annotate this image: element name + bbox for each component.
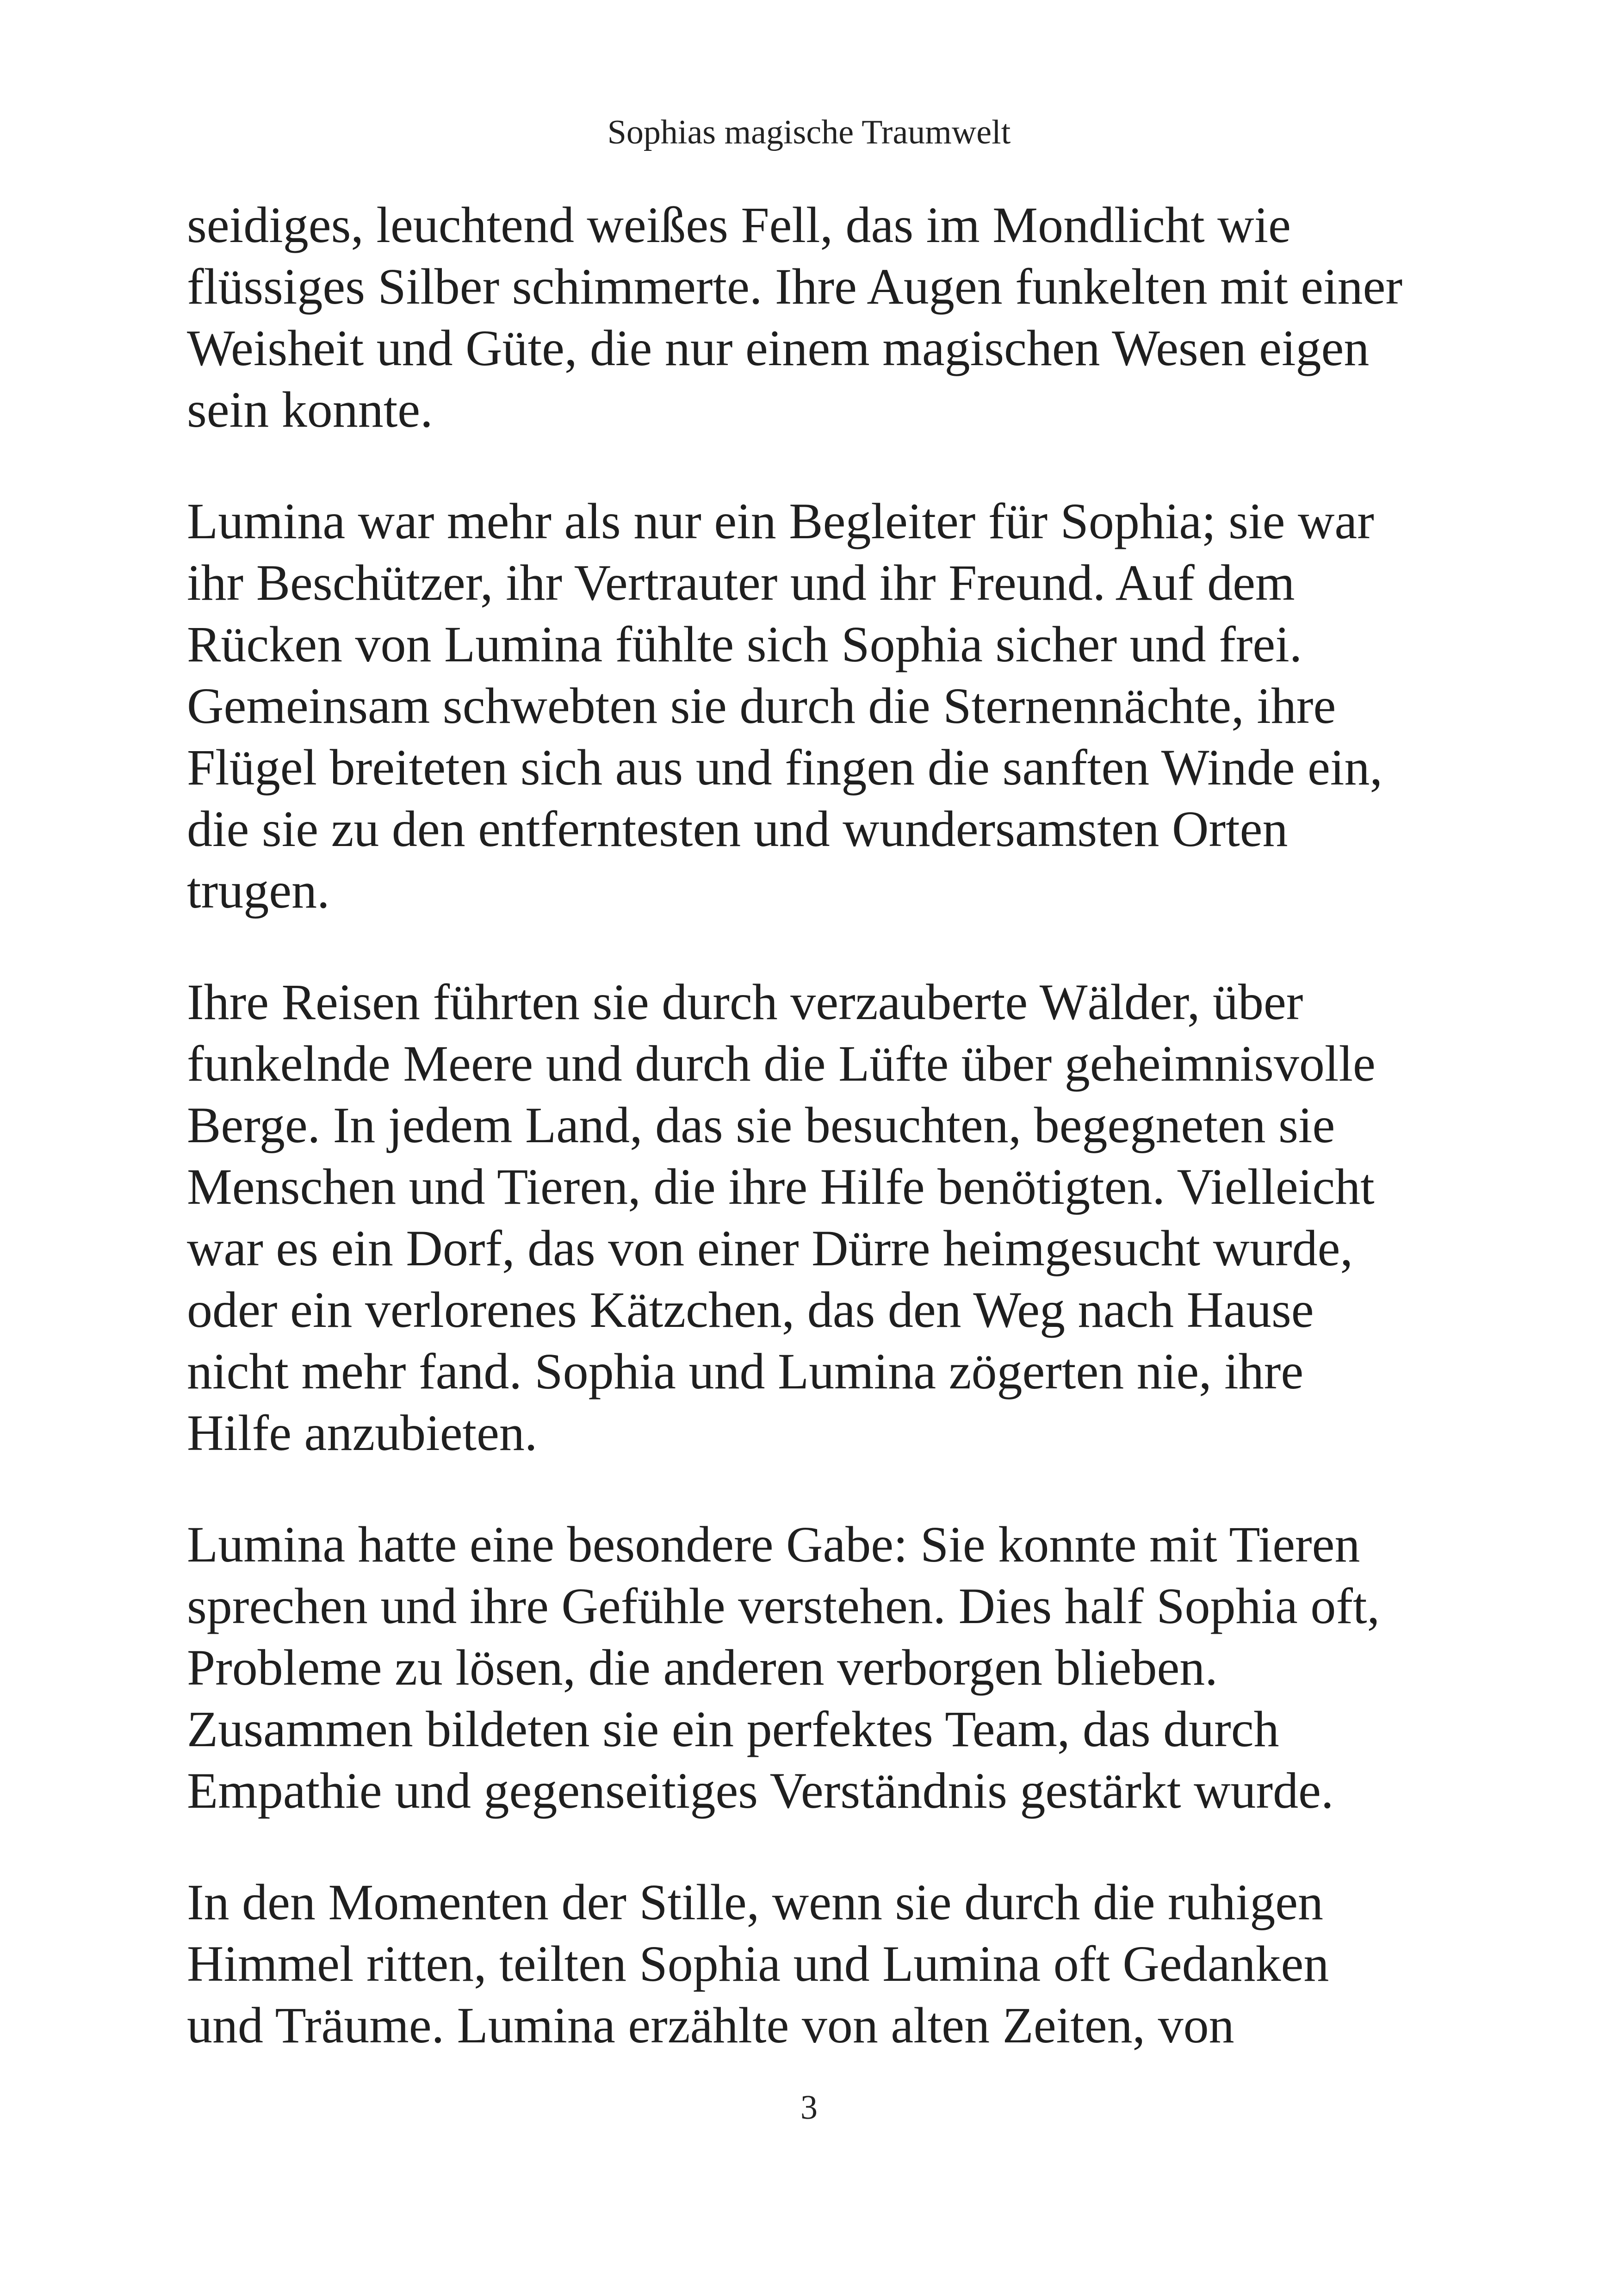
text-line: Hilfe anzubieten. bbox=[187, 1405, 538, 1461]
text-line: Lumina hatte eine besondere Gabe: Sie konnte mit Tieren bbox=[187, 1516, 1360, 1573]
text-line: ihr Beschützer, ihr Vertrauter und ihr Freund. Auf dem bbox=[187, 554, 1295, 611]
text-line: Flügel breiteten sich aus und fingen die sanften Winde ein, bbox=[187, 739, 1382, 796]
text-line: Menschen und Tieren, die ihre Hilfe benötigten. Vielleicht bbox=[187, 1158, 1375, 1215]
text-line: Probleme zu lösen, die anderen verborgen blieben. bbox=[187, 1639, 1218, 1696]
paragraph bbox=[187, 971, 1445, 1464]
text-line: funkelnde Meere und durch die Lüfte über geheimnisvolle bbox=[187, 1035, 1376, 1092]
paragraph bbox=[187, 1514, 1445, 1822]
page-number: 3 bbox=[800, 2089, 818, 2127]
text-line: sein konnte. bbox=[187, 381, 433, 438]
text-line: trugen. bbox=[187, 862, 330, 919]
text-line: Weisheit und Güte, die nur einem magischen Wesen eigen bbox=[187, 320, 1370, 376]
text-line: seidiges, leuchtend weißes Fell, das im Mondlicht wie bbox=[187, 197, 1291, 253]
text-line: Zusammen bildeten sie ein perfektes Team, das durch bbox=[187, 1701, 1279, 1757]
text-line: flüssiges Silber schimmerte. Ihre Augen funkelten mit einer bbox=[187, 258, 1403, 315]
text-line: Lumina war mehr als nur ein Begleiter für Sophia; sie war bbox=[187, 493, 1374, 549]
paragraph bbox=[187, 1872, 1445, 2056]
text-line: die sie zu den entferntesten und wundersamsten Orten bbox=[187, 801, 1288, 857]
body-text bbox=[187, 194, 1445, 2106]
text-line: war es ein Dorf, das von einer Dürre heimgesucht wurde, bbox=[187, 1220, 1353, 1276]
text-line: In den Momenten der Stille, wenn sie durch die ruhigen bbox=[187, 1874, 1324, 1930]
text-line: Rücken von Lumina fühlte sich Sophia sicher und frei. bbox=[187, 616, 1302, 672]
text-line: sprechen und ihre Gefühle verstehen. Dies half Sophia oft, bbox=[187, 1578, 1380, 1634]
text-line: nicht mehr fand. Sophia und Lumina zögerten nie, ihre bbox=[187, 1343, 1304, 1400]
paragraph bbox=[187, 194, 1445, 441]
text-line: Berge. In jedem Land, das sie besuchten, begegneten sie bbox=[187, 1097, 1335, 1153]
text-line: Gemeinsam schwebten sie durch die Sternennächte, ihre bbox=[187, 678, 1336, 734]
paragraph bbox=[187, 491, 1445, 921]
text-line: und Träume. Lumina erzählte von alten Zeiten, von bbox=[187, 1997, 1234, 2053]
text-line: Ihre Reisen führten sie durch verzauberte Wälder, über bbox=[187, 974, 1303, 1030]
text-line: oder ein verlorenes Kätzchen, das den Weg nach Hause bbox=[187, 1282, 1314, 1338]
text-line: Himmel ritten, teilten Sophia und Lumina oft Gedanken bbox=[187, 1935, 1329, 1992]
text-line: Empathie und gegenseitiges Verständnis gestärkt wurde. bbox=[187, 1762, 1334, 1819]
running-header: Sophias magische Traumwelt bbox=[607, 113, 1011, 151]
